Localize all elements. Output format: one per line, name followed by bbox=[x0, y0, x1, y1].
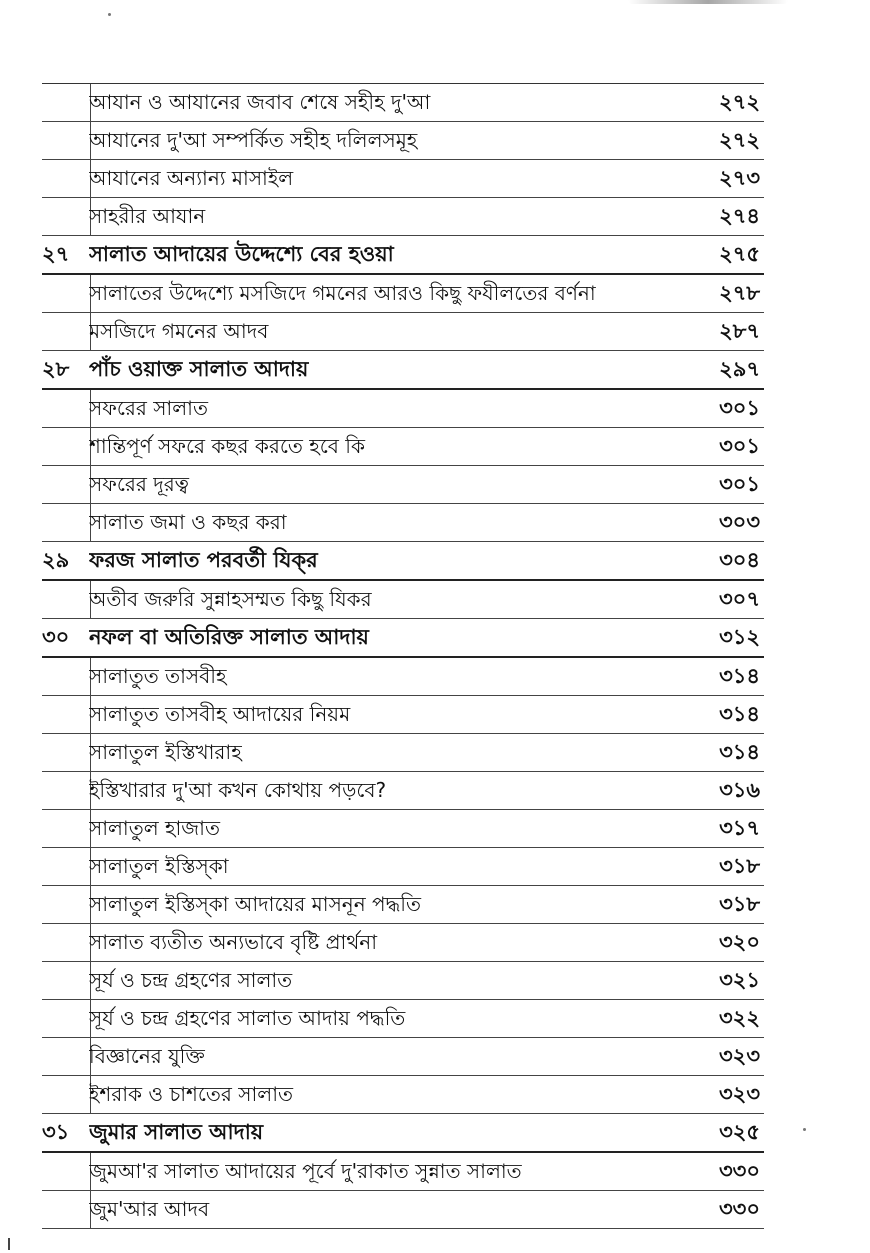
page-number: ২৭২ bbox=[719, 90, 760, 114]
scan-smudge bbox=[628, 0, 788, 4]
chapter-number bbox=[42, 275, 90, 312]
section-title: সফরের দূরত্ব bbox=[89, 472, 189, 496]
chapter-number bbox=[42, 1038, 90, 1075]
chapter-title: পাঁচ ওয়াক্ত সালাত আদায় bbox=[89, 357, 309, 381]
scan-mark bbox=[8, 1238, 10, 1250]
toc-section-row bbox=[42, 696, 764, 734]
section-title: সালাতের উদ্দেশ্যে মসজিদে গমনের আরও কিছু ফযীলতের বর্ণনা bbox=[89, 281, 596, 305]
section-title: আযানের দু'আ সম্পর্কিত সহীহ দলিলসমূহ bbox=[89, 128, 418, 152]
section-title: সালাতুল ইস্তিস্‌কা bbox=[89, 854, 229, 878]
section-title: সালাত ব্যতীত অন্যভাবে বৃষ্টি প্রার্থনা bbox=[89, 930, 378, 954]
page-number: ৩১৬ bbox=[719, 778, 760, 802]
toc-chapter-row bbox=[42, 1114, 764, 1153]
chapter-number: ২৯ bbox=[42, 548, 70, 572]
page-number: ৩২১ bbox=[719, 968, 760, 992]
section-title: সালাতুল হাজাত bbox=[89, 816, 220, 840]
page-number: ৩০১ bbox=[719, 396, 760, 420]
page-number: ২৭২ bbox=[719, 128, 760, 152]
chapter-title: নফল বা অতিরিক্ত সালাত আদায় bbox=[89, 625, 369, 649]
chapter-number bbox=[42, 84, 90, 121]
section-title: সালাতুত তাসবীহ আদায়ের নিয়ম bbox=[89, 702, 351, 726]
page-number: ৩৩০ bbox=[719, 1159, 760, 1183]
toc-section-row bbox=[42, 160, 764, 198]
chapter-number bbox=[42, 658, 90, 695]
toc-section-row bbox=[42, 1000, 764, 1038]
toc-chapter-row bbox=[42, 351, 764, 390]
page-number: ৩২৩ bbox=[719, 1082, 760, 1106]
section-title: বিজ্ঞানের যুক্তি bbox=[89, 1044, 205, 1068]
toc-chapter-row bbox=[42, 542, 764, 581]
page-number: ২৮৭ bbox=[719, 319, 760, 343]
page-number: ৩১৪ bbox=[719, 702, 760, 726]
section-title: সালাতুত তাসবীহ bbox=[89, 664, 227, 688]
page-number: ৩১৮ bbox=[719, 892, 760, 916]
section-title: মসজিদে গমনের আদব bbox=[89, 319, 269, 343]
page-number: ৩০১ bbox=[719, 434, 760, 458]
chapter-number bbox=[42, 1076, 90, 1113]
toc-section-row bbox=[42, 1191, 764, 1229]
chapter-number bbox=[42, 1153, 90, 1190]
toc-section-row bbox=[42, 390, 764, 428]
chapter-number: ২৮ bbox=[42, 357, 70, 381]
section-title: সালাতুল ইস্তিখারাহ bbox=[89, 740, 242, 764]
section-title: সূর্য ও চন্দ্র গ্রহণের সালাত bbox=[89, 968, 293, 992]
toc-section-row bbox=[42, 428, 764, 466]
chapter-number bbox=[42, 848, 90, 885]
chapter-number bbox=[42, 810, 90, 847]
toc-section-row bbox=[42, 962, 764, 1000]
toc-section-row bbox=[42, 504, 764, 542]
toc-section-row bbox=[42, 810, 764, 848]
section-title: সালাত জমা ও কছর করা bbox=[89, 510, 287, 534]
toc-section-row bbox=[42, 313, 764, 351]
page-number: ৩৩০ bbox=[719, 1197, 760, 1221]
page-number: ২৭৩ bbox=[719, 166, 760, 190]
page-number: ৩০৩ bbox=[719, 510, 760, 534]
page-number: ৩০৭ bbox=[719, 587, 760, 611]
chapter-number bbox=[42, 466, 90, 503]
chapter-number bbox=[42, 696, 90, 733]
page-number: ৩০৪ bbox=[719, 548, 760, 572]
chapter-number bbox=[42, 924, 90, 961]
chapter-title: সালাত আদায়ের উদ্দেশ্যে বের হওয়া bbox=[89, 242, 394, 266]
page-number: ৩১৭ bbox=[719, 816, 760, 840]
chapter-number bbox=[42, 160, 90, 197]
section-title: সূর্য ও চন্দ্র গ্রহণের সালাত আদায় পদ্ধতি bbox=[89, 1006, 406, 1030]
section-title: ইস্তিখারার দু'আ কখন কোথায় পড়বে? bbox=[89, 778, 387, 802]
chapter-number bbox=[42, 428, 90, 465]
page-number: ২৭৪ bbox=[719, 204, 760, 228]
toc-section-row bbox=[42, 581, 764, 619]
chapter-number bbox=[42, 313, 90, 350]
toc-chapter-row bbox=[42, 236, 764, 275]
section-title: জুম'আর আদব bbox=[89, 1197, 210, 1221]
page-number: ৩১৮ bbox=[719, 854, 760, 878]
toc-chapter-row bbox=[42, 619, 764, 658]
toc-section-row bbox=[42, 466, 764, 504]
section-title: সালাতুল ইস্তিস্‌কা আদায়ের মাসনূন পদ্ধতি bbox=[89, 892, 421, 916]
chapter-number bbox=[42, 581, 90, 618]
chapter-number bbox=[42, 734, 90, 771]
chapter-title: ফরজ সালাত পরবর্তী যিক্‌র bbox=[89, 548, 318, 572]
toc-section-row bbox=[42, 1038, 764, 1076]
chapter-number bbox=[42, 886, 90, 923]
chapter-number bbox=[42, 122, 90, 159]
toc-section-row bbox=[42, 772, 764, 810]
toc-section-row bbox=[42, 848, 764, 886]
page-number: ৩২৩ bbox=[719, 1044, 760, 1068]
toc-section-row bbox=[42, 1076, 764, 1114]
page-number: ৩১৪ bbox=[719, 664, 760, 688]
toc-section-row bbox=[42, 1153, 764, 1191]
chapter-number bbox=[42, 772, 90, 809]
toc-section-row bbox=[42, 924, 764, 962]
page-number: ২৭৮ bbox=[719, 281, 760, 305]
page-number: ৩১২ bbox=[719, 625, 760, 649]
section-title: আযান ও আযানের জবাব শেষে সহীহ দু'আ bbox=[89, 90, 431, 114]
toc-section-row bbox=[42, 275, 764, 313]
section-title: সাহরীর আযান bbox=[89, 204, 206, 228]
page-number: ২৭৫ bbox=[719, 242, 760, 266]
page-number: ৩২২ bbox=[719, 1006, 760, 1030]
page-number: ৩০১ bbox=[719, 472, 760, 496]
toc-section-row bbox=[42, 658, 764, 696]
page-number: ২৯৭ bbox=[719, 357, 760, 381]
chapter-number: ২৭ bbox=[42, 242, 70, 266]
chapter-number bbox=[42, 390, 90, 427]
section-title: শান্তিপূর্ণ সফরে কছর করতে হবে কি bbox=[89, 434, 366, 458]
section-title: সফরের সালাত bbox=[89, 396, 208, 420]
section-title: আযানের অন্যান্য মাসাইল bbox=[89, 166, 294, 190]
chapter-number bbox=[42, 962, 90, 999]
chapter-number: ৩১ bbox=[42, 1120, 70, 1144]
chapter-number bbox=[42, 198, 90, 235]
page-number: ৩১৪ bbox=[719, 740, 760, 764]
chapter-number bbox=[42, 1191, 90, 1228]
section-title: ইশরাক ও চাশতের সালাত bbox=[89, 1082, 294, 1106]
toc-section-row bbox=[42, 122, 764, 160]
page-number: ৩২০ bbox=[719, 930, 760, 954]
section-title: জুমআ'র সালাত আদায়ের পূর্বে দু'রাকাত সুন্নাত সালাত bbox=[89, 1159, 522, 1183]
chapter-number: ৩০ bbox=[42, 625, 70, 649]
table-of-contents bbox=[42, 83, 764, 1229]
chapter-number bbox=[42, 504, 90, 541]
page-number: ৩২৫ bbox=[719, 1120, 760, 1144]
toc-section-row bbox=[42, 886, 764, 924]
chapter-number bbox=[42, 1000, 90, 1037]
toc-section-row bbox=[42, 734, 764, 772]
chapter-title: জুমার সালাত আদায় bbox=[89, 1120, 264, 1144]
scan-speck bbox=[108, 13, 111, 16]
section-title: অতীব জরুরি সুন্নাহসম্মত কিছু যিকর bbox=[89, 587, 372, 611]
scan-speck bbox=[803, 1128, 806, 1131]
toc-section-row bbox=[42, 84, 764, 122]
toc-section-row bbox=[42, 198, 764, 236]
